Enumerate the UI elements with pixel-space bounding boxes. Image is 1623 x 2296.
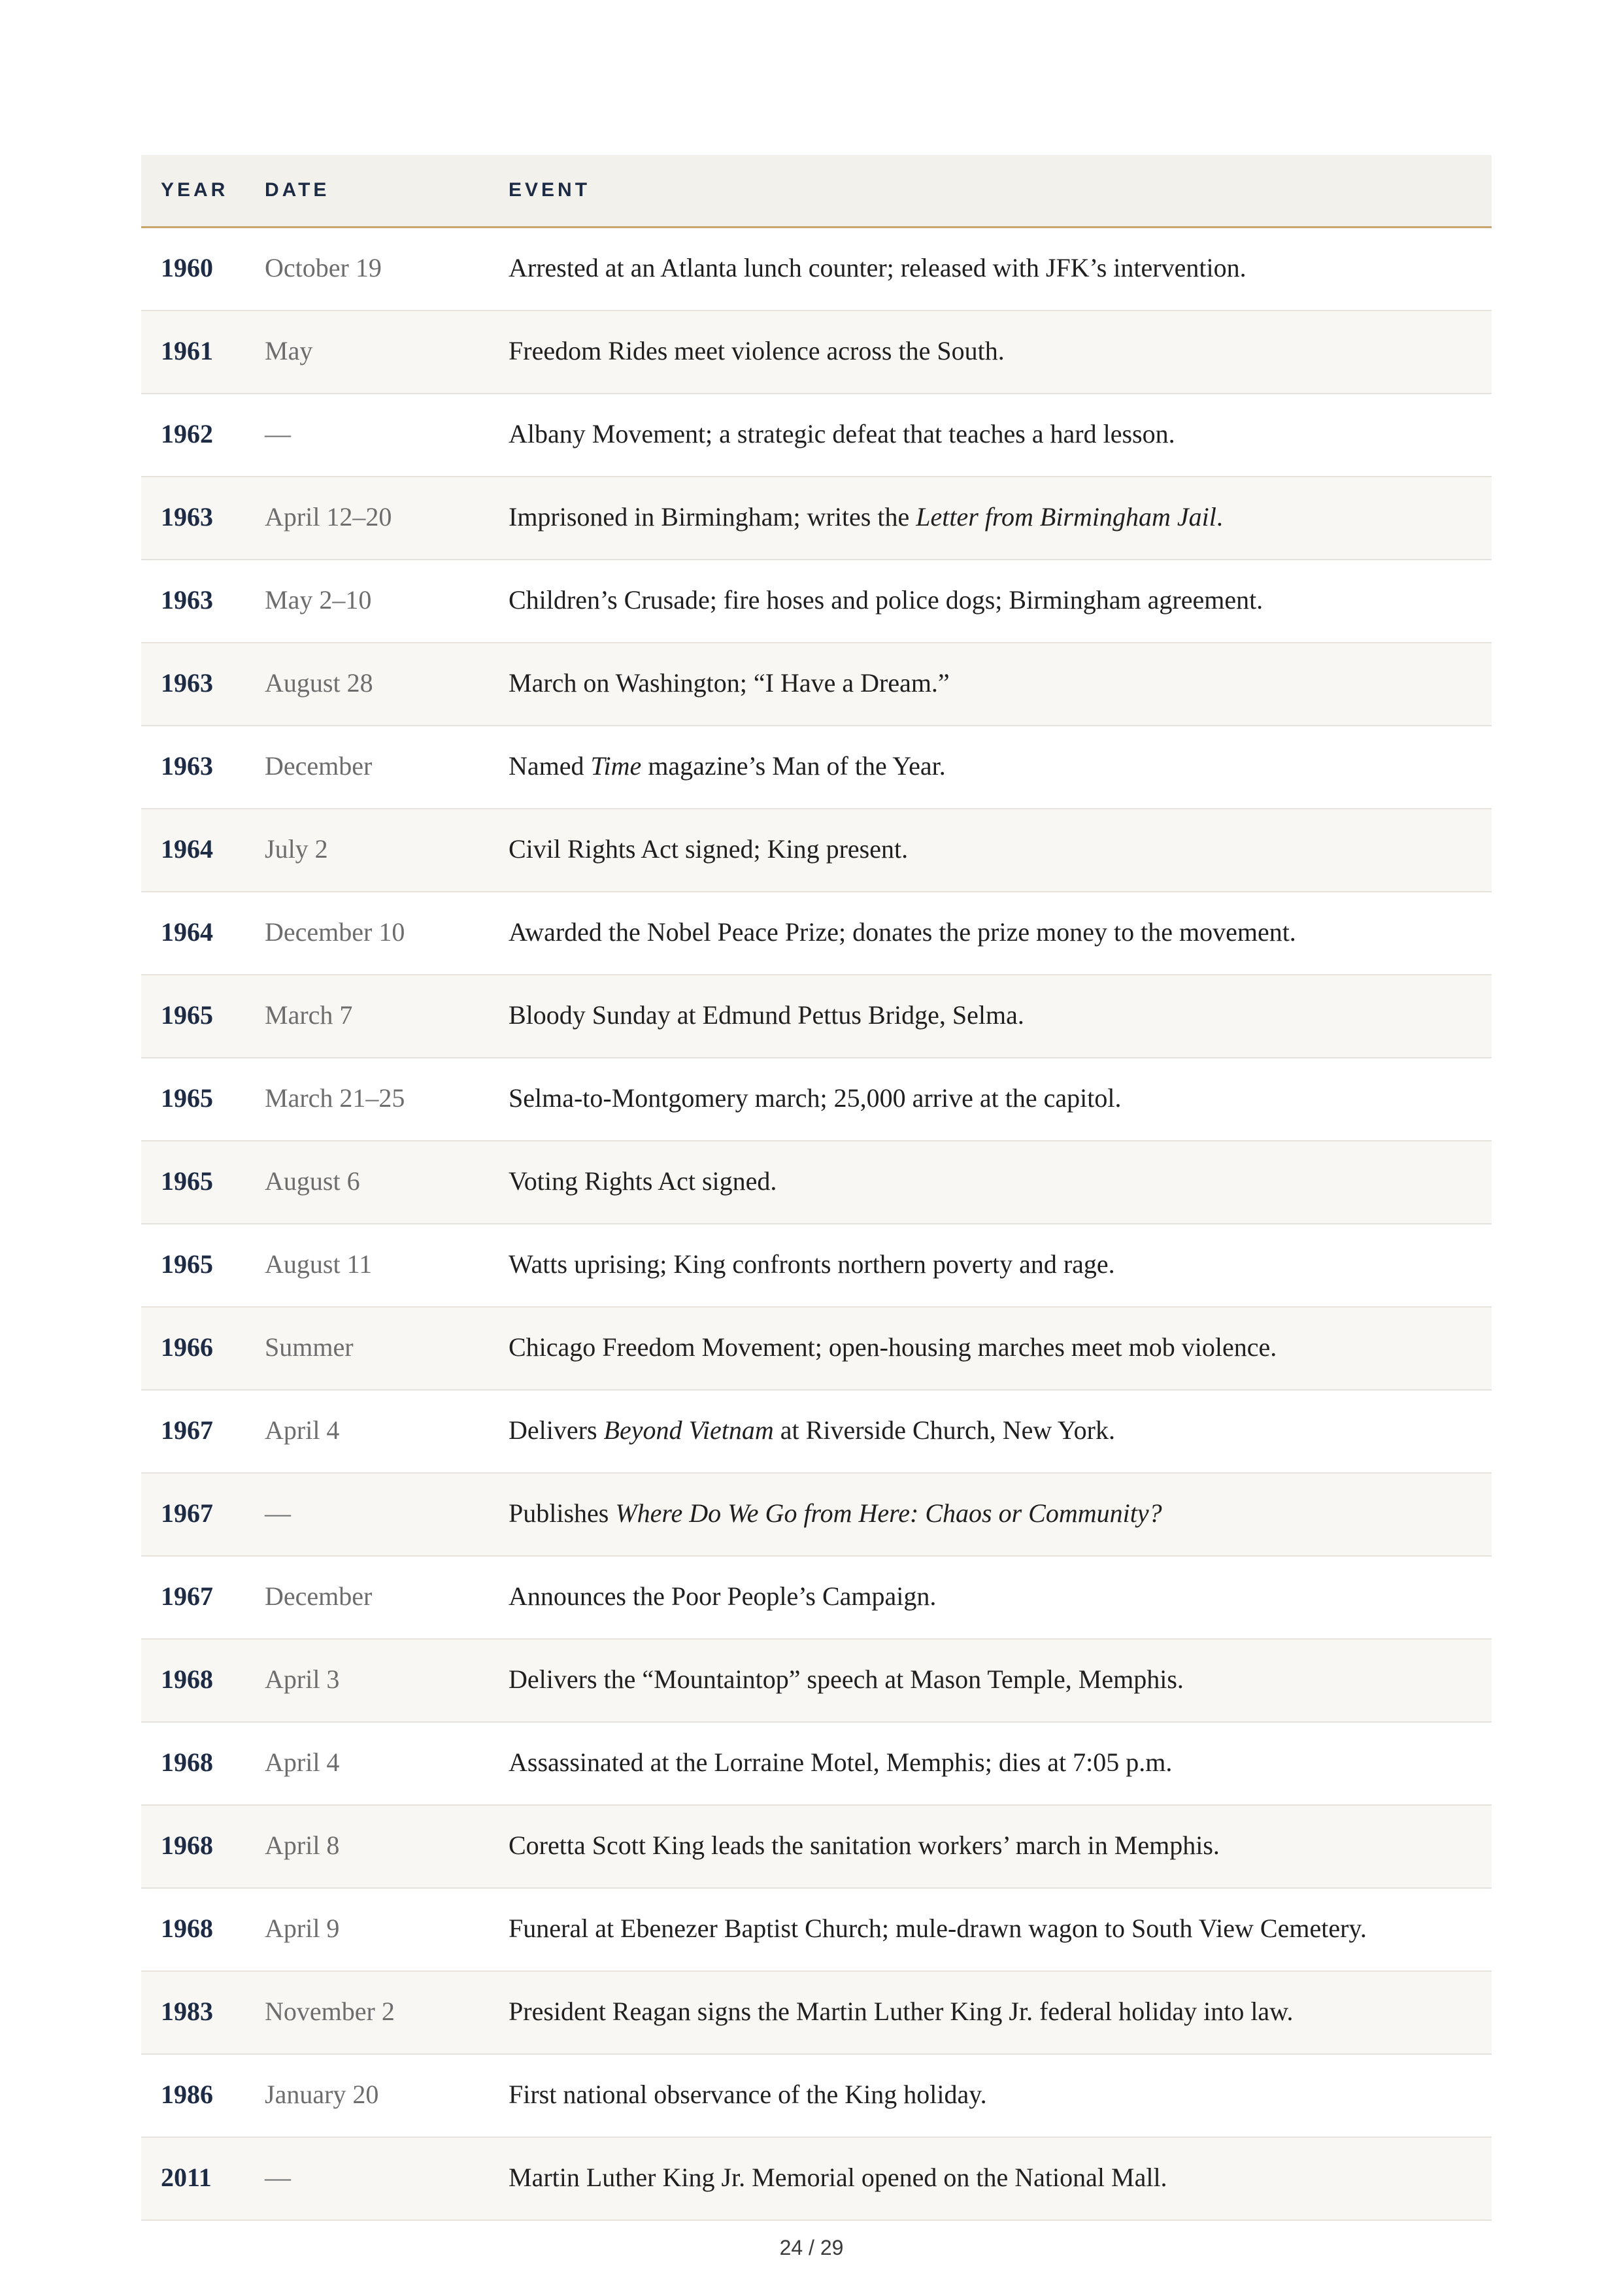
event-text: Delivers [509,1415,604,1445]
event-text: magazine’s Man of the Year. [641,751,946,781]
year-cell: 1961 [161,335,213,365]
event-text: Martin Luther King Jr. Memorial opened on the National Mall. [509,2162,1167,2192]
event-cell [489,1722,1492,1805]
table-row [141,227,1492,311]
table-row [141,1224,1492,1307]
event-text: March on Washington; “I Have a Dream.” [509,667,950,698]
timeline-table [141,155,1492,2221]
table-row [141,560,1492,643]
table-body [141,227,1492,2220]
table-row [141,1058,1492,1141]
event-text: Chicago Freedom Movement; open-housing marches meet mob violence. [509,1332,1277,1362]
event-cell [489,227,1492,311]
event-text: Funeral at Ebenezer Baptist Church; mule-drawn wagon to South View Cemetery. [509,1913,1367,1943]
date-cell: April 12–20 [265,501,392,532]
event-text: Awarded the Nobel Peace Prize; donates the prize money to the movement. [509,917,1296,947]
date-cell: January 20 [265,2079,379,2109]
event-cell [489,1473,1492,1556]
year-cell: 1983 [161,1996,213,2026]
date-cell: December [265,751,373,781]
table-row [141,1473,1492,1556]
date-cell: November 2 [265,1996,395,2026]
date-cell: April 4 [265,1747,340,1777]
event-text: Freedom Rides meet violence across the South. [509,335,1005,365]
event-title-italic: Time [590,751,642,781]
year-cell: 1962 [161,418,213,448]
table-row [141,311,1492,394]
table-row [141,1141,1492,1224]
date-cell: April 8 [265,1830,340,1860]
year-cell: 1965 [161,1166,213,1196]
table-row [141,975,1492,1058]
date-cell: December [265,1581,373,1611]
event-cell [489,892,1492,975]
table-row [141,726,1492,809]
table-row [141,1722,1492,1805]
date-cell: July 2 [265,834,328,864]
event-cell [489,1971,1492,2054]
year-cell: 1967 [161,1581,213,1611]
year-cell: 1968 [161,1830,213,1860]
event-text: Bloody Sunday at Edmund Pettus Bridge, Selma. [509,1000,1024,1030]
date-cell: May 2–10 [265,584,372,615]
date-cell: — [265,2162,291,2192]
date-cell: April 4 [265,1415,340,1445]
date-cell: — [265,1498,291,1528]
event-text: Civil Rights Act signed; King present. [509,834,909,864]
table-row [141,1390,1492,1473]
event-text: at Riverside Church, New York. [773,1415,1115,1445]
year-cell: 1967 [161,1498,213,1528]
event-text: Named [509,751,591,781]
table-row [141,394,1492,477]
date-cell: April 3 [265,1664,340,1694]
date-cell: Summer [265,1332,354,1362]
event-text: First national observance of the King holiday. [509,2079,987,2109]
table-row [141,2137,1492,2220]
year-cell: 1965 [161,1249,213,1279]
table-row [141,1805,1492,1888]
event-text: Arrested at an Atlanta lunch counter; released with JFK’s intervention. [509,252,1247,282]
event-cell [489,1556,1492,1639]
date-cell: April 9 [265,1913,340,1943]
event-text: Imprisoned in Birmingham; writes the [509,501,916,532]
column-header-date: DATE [245,155,489,227]
year-cell: 1964 [161,917,213,947]
event-text: Selma-to-Montgomery march; 25,000 arrive at the capitol. [509,1083,1122,1113]
date-cell: August 11 [265,1249,373,1279]
date-cell: October 19 [265,252,382,282]
event-text: Publishes [509,1498,616,1528]
date-cell: March 21–25 [265,1083,405,1113]
date-cell: August 6 [265,1166,360,1196]
table-row [141,1639,1492,1722]
event-text: Children’s Crusade; fire hoses and police dogs; Birmingham agreement. [509,584,1263,615]
event-cell [489,809,1492,892]
page-number: 24 / 29 [779,2236,844,2259]
event-cell [489,477,1492,560]
event-title-italic: Where Do We Go from Here: Chaos or Community? [615,1498,1162,1528]
date-cell: December 10 [265,917,405,947]
event-cell [489,643,1492,726]
event-text: President Reagan signs the Martin Luther King Jr. federal holiday into law. [509,1996,1294,2026]
event-cell [489,1141,1492,1224]
event-title-italic: Beyond Vietnam [603,1415,774,1445]
table-row [141,1971,1492,2054]
year-cell: 1963 [161,667,213,698]
event-text: Albany Movement; a strategic defeat that teaches a hard lesson. [509,418,1175,448]
event-text: Announces the Poor People’s Campaign. [509,1581,937,1611]
year-cell: 1963 [161,501,213,532]
event-cell [489,394,1492,477]
event-text: . [1216,501,1223,532]
date-cell: May [265,335,313,365]
event-cell [489,975,1492,1058]
event-title-italic: Letter from Birmingham Jail [916,501,1216,532]
year-cell: 1986 [161,2079,213,2109]
year-cell: 1968 [161,1913,213,1943]
date-cell: August 28 [265,667,373,698]
column-header-year: YEAR [141,155,245,227]
year-cell: 1966 [161,1332,213,1362]
table-header [141,155,1492,227]
event-cell [489,726,1492,809]
table-row [141,477,1492,560]
table-row [141,1888,1492,1971]
event-text: Watts uprising; King confronts northern poverty and rage. [509,1249,1115,1279]
year-cell: 1968 [161,1747,213,1777]
event-cell [489,1639,1492,1722]
table-row [141,1556,1492,1639]
event-cell [489,1390,1492,1473]
event-text: Assassinated at the Lorraine Motel, Memphis; dies at 7:05 p.m. [509,1747,1173,1777]
event-cell [489,1224,1492,1307]
year-cell: 1960 [161,252,213,282]
table-row [141,643,1492,726]
event-cell [489,2137,1492,2220]
year-cell: 1964 [161,834,213,864]
header-row [141,155,1492,227]
event-cell [489,1888,1492,1971]
event-cell [489,560,1492,643]
event-cell [489,1058,1492,1141]
event-text: Voting Rights Act signed. [509,1166,777,1196]
event-cell [489,1805,1492,1888]
event-cell [489,1307,1492,1390]
event-text: Delivers the “Mountaintop” speech at Mason Temple, Memphis. [509,1664,1184,1694]
event-cell [489,311,1492,394]
event-text: Coretta Scott King leads the sanitation workers’ march in Memphis. [509,1830,1220,1860]
table-row [141,892,1492,975]
table-row [141,2054,1492,2137]
event-cell [489,2054,1492,2137]
table-row [141,809,1492,892]
column-header-event: EVENT [489,155,1492,227]
year-cell: 1963 [161,751,213,781]
year-cell: 1965 [161,1000,213,1030]
year-cell: 1963 [161,584,213,615]
date-cell: March 7 [265,1000,353,1030]
year-cell: 1967 [161,1415,213,1445]
year-cell: 1968 [161,1664,213,1694]
date-cell: — [265,418,291,448]
year-cell: 1965 [161,1083,213,1113]
year-cell: 2011 [161,2162,212,2192]
table-row [141,1307,1492,1390]
